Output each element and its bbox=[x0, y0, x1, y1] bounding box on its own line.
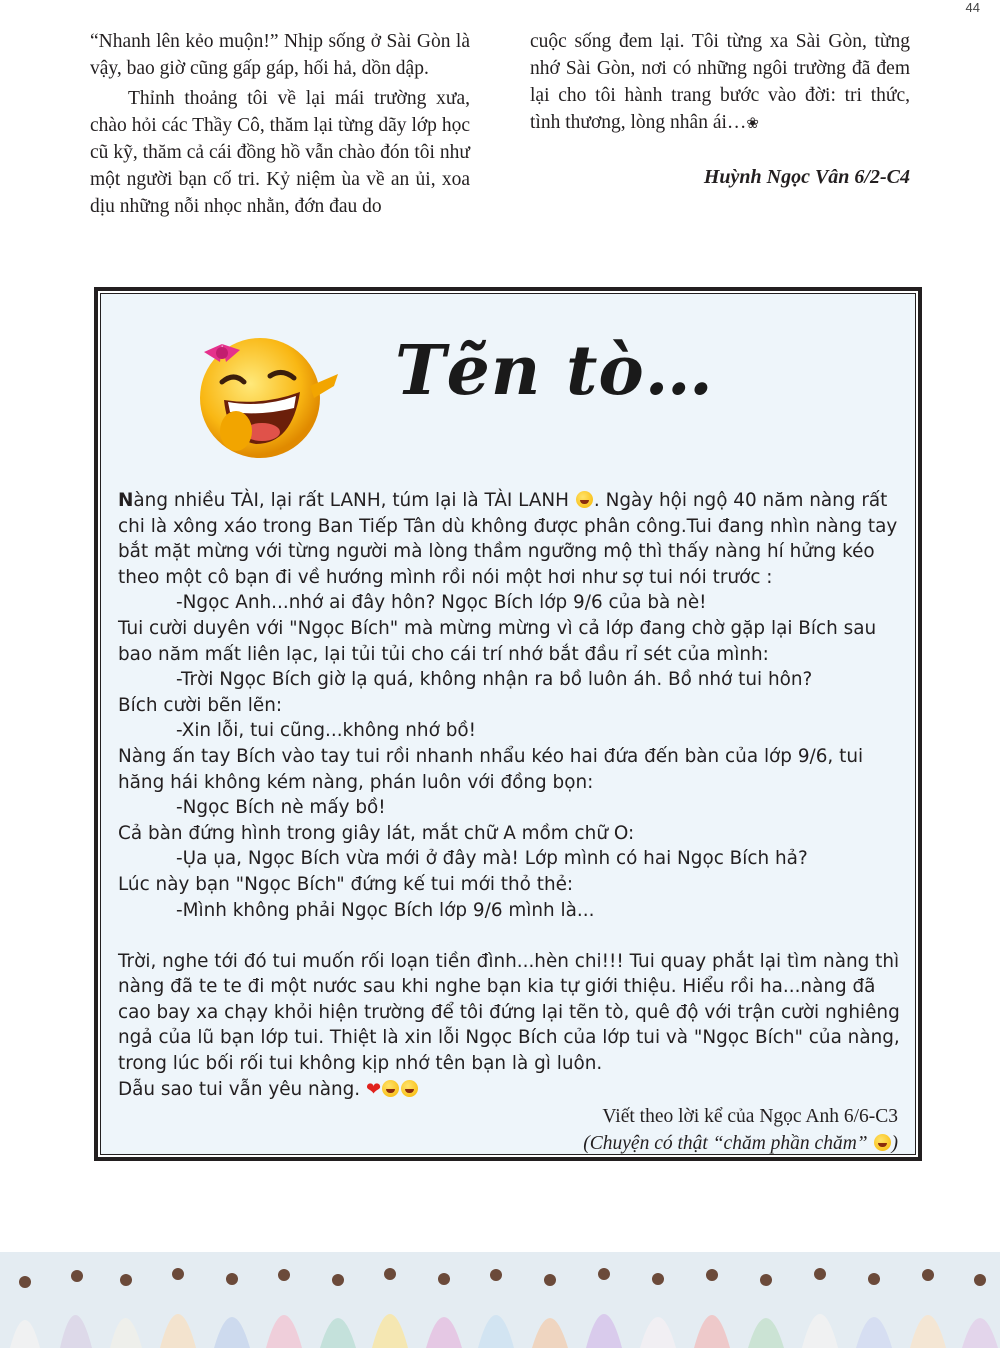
story-credits bbox=[583, 1103, 898, 1157]
laugh-emoji-icon bbox=[401, 1080, 418, 1097]
dialogue-line: -Ngọc Anh...nhớ ai đây hôn? Ngọc Bích lớp 9/6 của bà nè! bbox=[176, 592, 707, 614]
article-left-column bbox=[90, 28, 470, 220]
story-paragraph: Nàng ấn tay Bích vào tay tui rồi nhanh nhẩu kéo hai đứa đến bàn của lớp 9/6, tui hăng hái không kém nàng, phán luôn với đồng bọn: bbox=[118, 745, 864, 793]
story-paragraph: Bích cười bẽn lẽn: bbox=[118, 694, 283, 716]
dialogue-line: -Ngọc Bích nè mấy bồ! bbox=[176, 797, 386, 819]
paragraph-text: . Ngày hội ngộ 40 năm nàng rất chi là xông xáo trong Ban Tiếp Tân dù không được phân công.Tui đang nhìn nàng tay bắt mặt mừng với từng người mà lòng thầm ngưỡng mộ thì thấy nàng hí hửng kéo theo một cô bạn đi về hướng mình rồi nói một hơi như sợ tui nói trước : bbox=[118, 490, 898, 588]
decorative-banner-image bbox=[0, 1252, 1000, 1348]
story-paragraph: Trời, nghe tới đó tui muốn rối loạn tiền đình...hèn chi!!! Tui quay phắt lại tìm nàng thì nàng đã te te đi một nước sau khi nghe bạn kia tự giới thiệu. Hiểu rồi ha...nàng đã cao bay xa chạy khỏi hiện trường để tôi đứng lại tẽn tò, quê độ với trận cười nghiêng ngả của lũ bạn lớp tui. Thiệt là xin lỗi Ngọc Bích của lớp tui và "Ngọc Bích" của nàng, trong lúc bối rối tui không kịp nhớ tên bạn là gì luôn. bbox=[118, 950, 900, 1075]
dialogue-line: -Mình không phải Ngọc Bích lớp 9/6 mình là... bbox=[176, 899, 595, 921]
paragraph-text: Dẫu sao tui vẫn yêu nàng. bbox=[118, 1078, 361, 1100]
note-text: (Chuyện có thật “chăm phần chăm” bbox=[583, 1133, 868, 1154]
article-author: Huỳnh Ngọc Vân 6/2-C4 bbox=[703, 166, 910, 188]
story-note bbox=[583, 1130, 898, 1157]
grin-emoji-icon bbox=[874, 1134, 891, 1151]
story-paragraph: Lúc này bạn "Ngọc Bích" đứng kế tui mới thỏ thẻ: bbox=[118, 873, 574, 895]
grin-emoji-icon bbox=[382, 1080, 399, 1097]
drop-letter: N bbox=[118, 490, 134, 511]
story-paragraph bbox=[118, 488, 908, 590]
paragraph bbox=[530, 28, 910, 138]
page-number: 44 bbox=[965, 0, 980, 15]
story-body bbox=[118, 488, 908, 1102]
flower-icon: ❀ bbox=[746, 116, 759, 132]
laughing-emoji-icon bbox=[182, 316, 342, 461]
paragraph-text: cuộc sống đem lại. Tôi từng xa Sài Gòn, từng nhớ Sài Gòn, nơi có những ngôi trường đã đem lại cho tôi hành trang bước vào đời: tri thức, tình thương, lòng nhân ái… bbox=[530, 31, 910, 133]
story-title: Tẽn tò… bbox=[395, 331, 714, 411]
story-paragraph: Cả bàn đứng hình trong giây lát, mắt chữ A mồm chữ O: bbox=[118, 822, 635, 844]
story-paragraph: Tui cười duyên với "Ngọc Bích" mà mừng mừng vì cả lớp đang chờ gặp lại Bích sau bao năm mất liên lạc, lại tủi tủi cho cái trí nhớ bắt đầu rỉ sét của mình: bbox=[118, 617, 877, 665]
grin-emoji-icon bbox=[576, 491, 593, 508]
dialogue-line: -Ụa ụa, Ngọc Bích vừa mới ở đây mà! Lớp mình có hai Ngọc Bích hả? bbox=[176, 848, 808, 870]
dialogue-line: -Trời Ngọc Bích giờ lạ quá, không nhận ra bồ luôn áh. Bồ nhớ tui hôn? bbox=[176, 669, 813, 691]
heart-icon: ❤ bbox=[366, 1078, 382, 1100]
credit-line: Viết theo lời kể của Ngọc Anh 6/6-C3 bbox=[602, 1106, 898, 1127]
story-frame bbox=[94, 287, 922, 1161]
article-right-column bbox=[530, 28, 910, 191]
dialogue-line: -Xin lỗi, tui cũng...không nhớ bồ! bbox=[176, 720, 476, 742]
paragraph: Thỉnh thoảng tôi về lại mái trường xưa, chào hỏi các Thầy Cô, thăm lại từng dãy lớp học cũ kỹ, thăm cả cái đồng hồ vẫn chào đón tôi như một người bạn cố tri. Kỷ niệm ùa về an ủi, xoa dịu những nỗi nhọc nhằn, đớn đau do bbox=[90, 88, 470, 217]
paragraph-text: àng nhiều TÀI, lại rất LANH, túm lại là TÀI LANH bbox=[133, 490, 570, 511]
story-closing bbox=[118, 1077, 908, 1103]
paragraph: “Nhanh lên kẻo muộn!” Nhịp sống ở Sài Gòn là vậy, bao giờ cũng gấp gáp, hối hả, dồn dập. bbox=[90, 31, 470, 79]
note-close: ) bbox=[891, 1133, 898, 1154]
